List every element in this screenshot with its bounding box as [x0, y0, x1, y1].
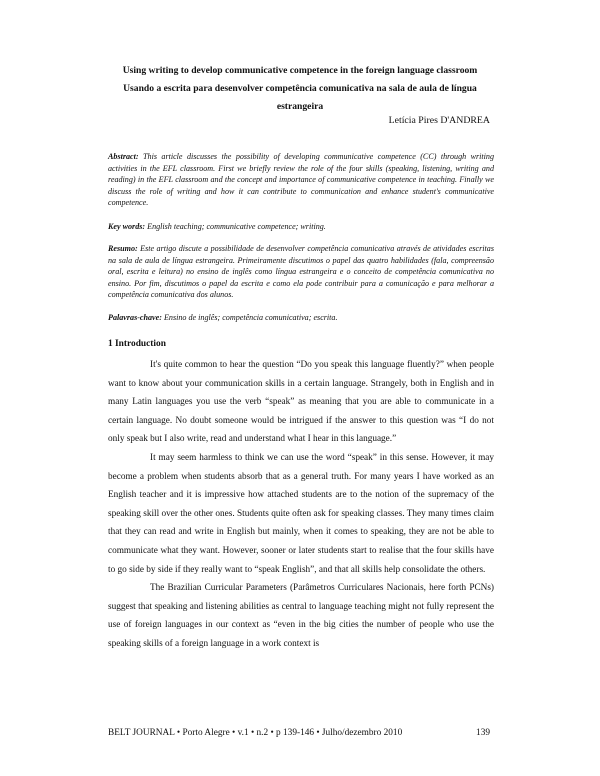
keywords-portuguese: [108, 312, 494, 324]
abstract-label: Abstract:: [108, 152, 139, 161]
title-portuguese-continued: estrangeira: [276, 101, 324, 112]
palavras-chave-text: Ensino de inglês; competência comunicativa; escrita.: [163, 313, 338, 322]
page-footer: [108, 727, 494, 739]
resumo-text: Este artigo discute a possibilidade de desenvolver competência comunicativa através de atividades escritas na sala de aula de língua estrangeira. Primeiramente discutimos o papel das quatro habilidades (fala, compreensão oral, escrita e leitura) no ensino de inglês como língua estrangeira e o conceito de competência comunicativa no ensino. Por fim, discutimos o papel da escrita e como ela pode contribuir para a comunicação e para melhorar a competência comunicativa dos alunos.: [108, 244, 494, 300]
keywords-english: [108, 221, 494, 233]
keywords-label: Key words:: [108, 222, 146, 231]
journal-citation: BELT JOURNAL • Porto Alegre • v.1 • n.2 • p 139-146 • Julho/dezembro 2010: [108, 728, 403, 738]
body-text: [108, 356, 494, 654]
page-number: 139: [476, 728, 490, 738]
section-heading: 1 Introduction: [108, 339, 166, 349]
author-name: Letícia Pires D'ANDREA: [388, 115, 490, 126]
abstract-portuguese: [108, 243, 494, 301]
abstract-english: [108, 151, 494, 209]
keywords-text: English teaching; communicative competence; writing.: [147, 222, 326, 231]
title-english: Using writing to develop communicative competence in the foreign language classroom: [122, 65, 478, 76]
paragraph: It's quite common to hear the question “Do you speak this language fluently?” when people want to know about your communication skills in a certain language. Strangely, both in English and in many Latin languages you use the verb “speak” as meaning that you are able to communicate in a certain language. No doubt someone would be intrigued if the answer to this question was “I do not only speak but I also write, read and understand what I hear in this language.”: [108, 360, 494, 445]
resumo-label: Resumo:: [108, 244, 138, 253]
title-portuguese: Usando a escrita para desenvolver competência comunicativa na sala de aula de língua: [123, 83, 477, 94]
abstract-text: This article discusses the possibility of developing communicative competence (CC) through writing activities in the EFL classroom. First we briefly review the role of the four skills (speaking, listening, writing and reading) in the EFL classroom and the concept and importance of communicative competence in teaching. Finally we discuss the role of writing and how it can contribute to communication and enhance student's communicative competence.: [108, 152, 494, 208]
paragraph: The Brazilian Curricular Parameters (Parâmetros Curriculares Nacionais, here forth PCNs) suggest that speaking and listening abilities as central to language teaching might not fully represent the use of foreign languages in our context as “even in the big cities the number of people who use the speaking skills of a foreign language in a work context is: [108, 583, 494, 649]
palavras-chave-label: Palavras-chave:: [108, 313, 162, 322]
paragraph: It may seem harmless to think we can use the word “speak” in this sense. However, it may become a problem when students absorb that as a general truth. For many years I have worked as an English teacher and it is impressive how attached students are to the notion of the supremacy of the speaking skill over the other ones. Students quite often ask for speaking classes. They many times claim that they can read and write in English but mainly, when it comes to speaking, they are not be able to communicate what they want. However, sooner or later students start to realise that the four skills have to go side by side if they really want to “speak English”, and that all skills help consolidate the others.: [108, 452, 494, 575]
